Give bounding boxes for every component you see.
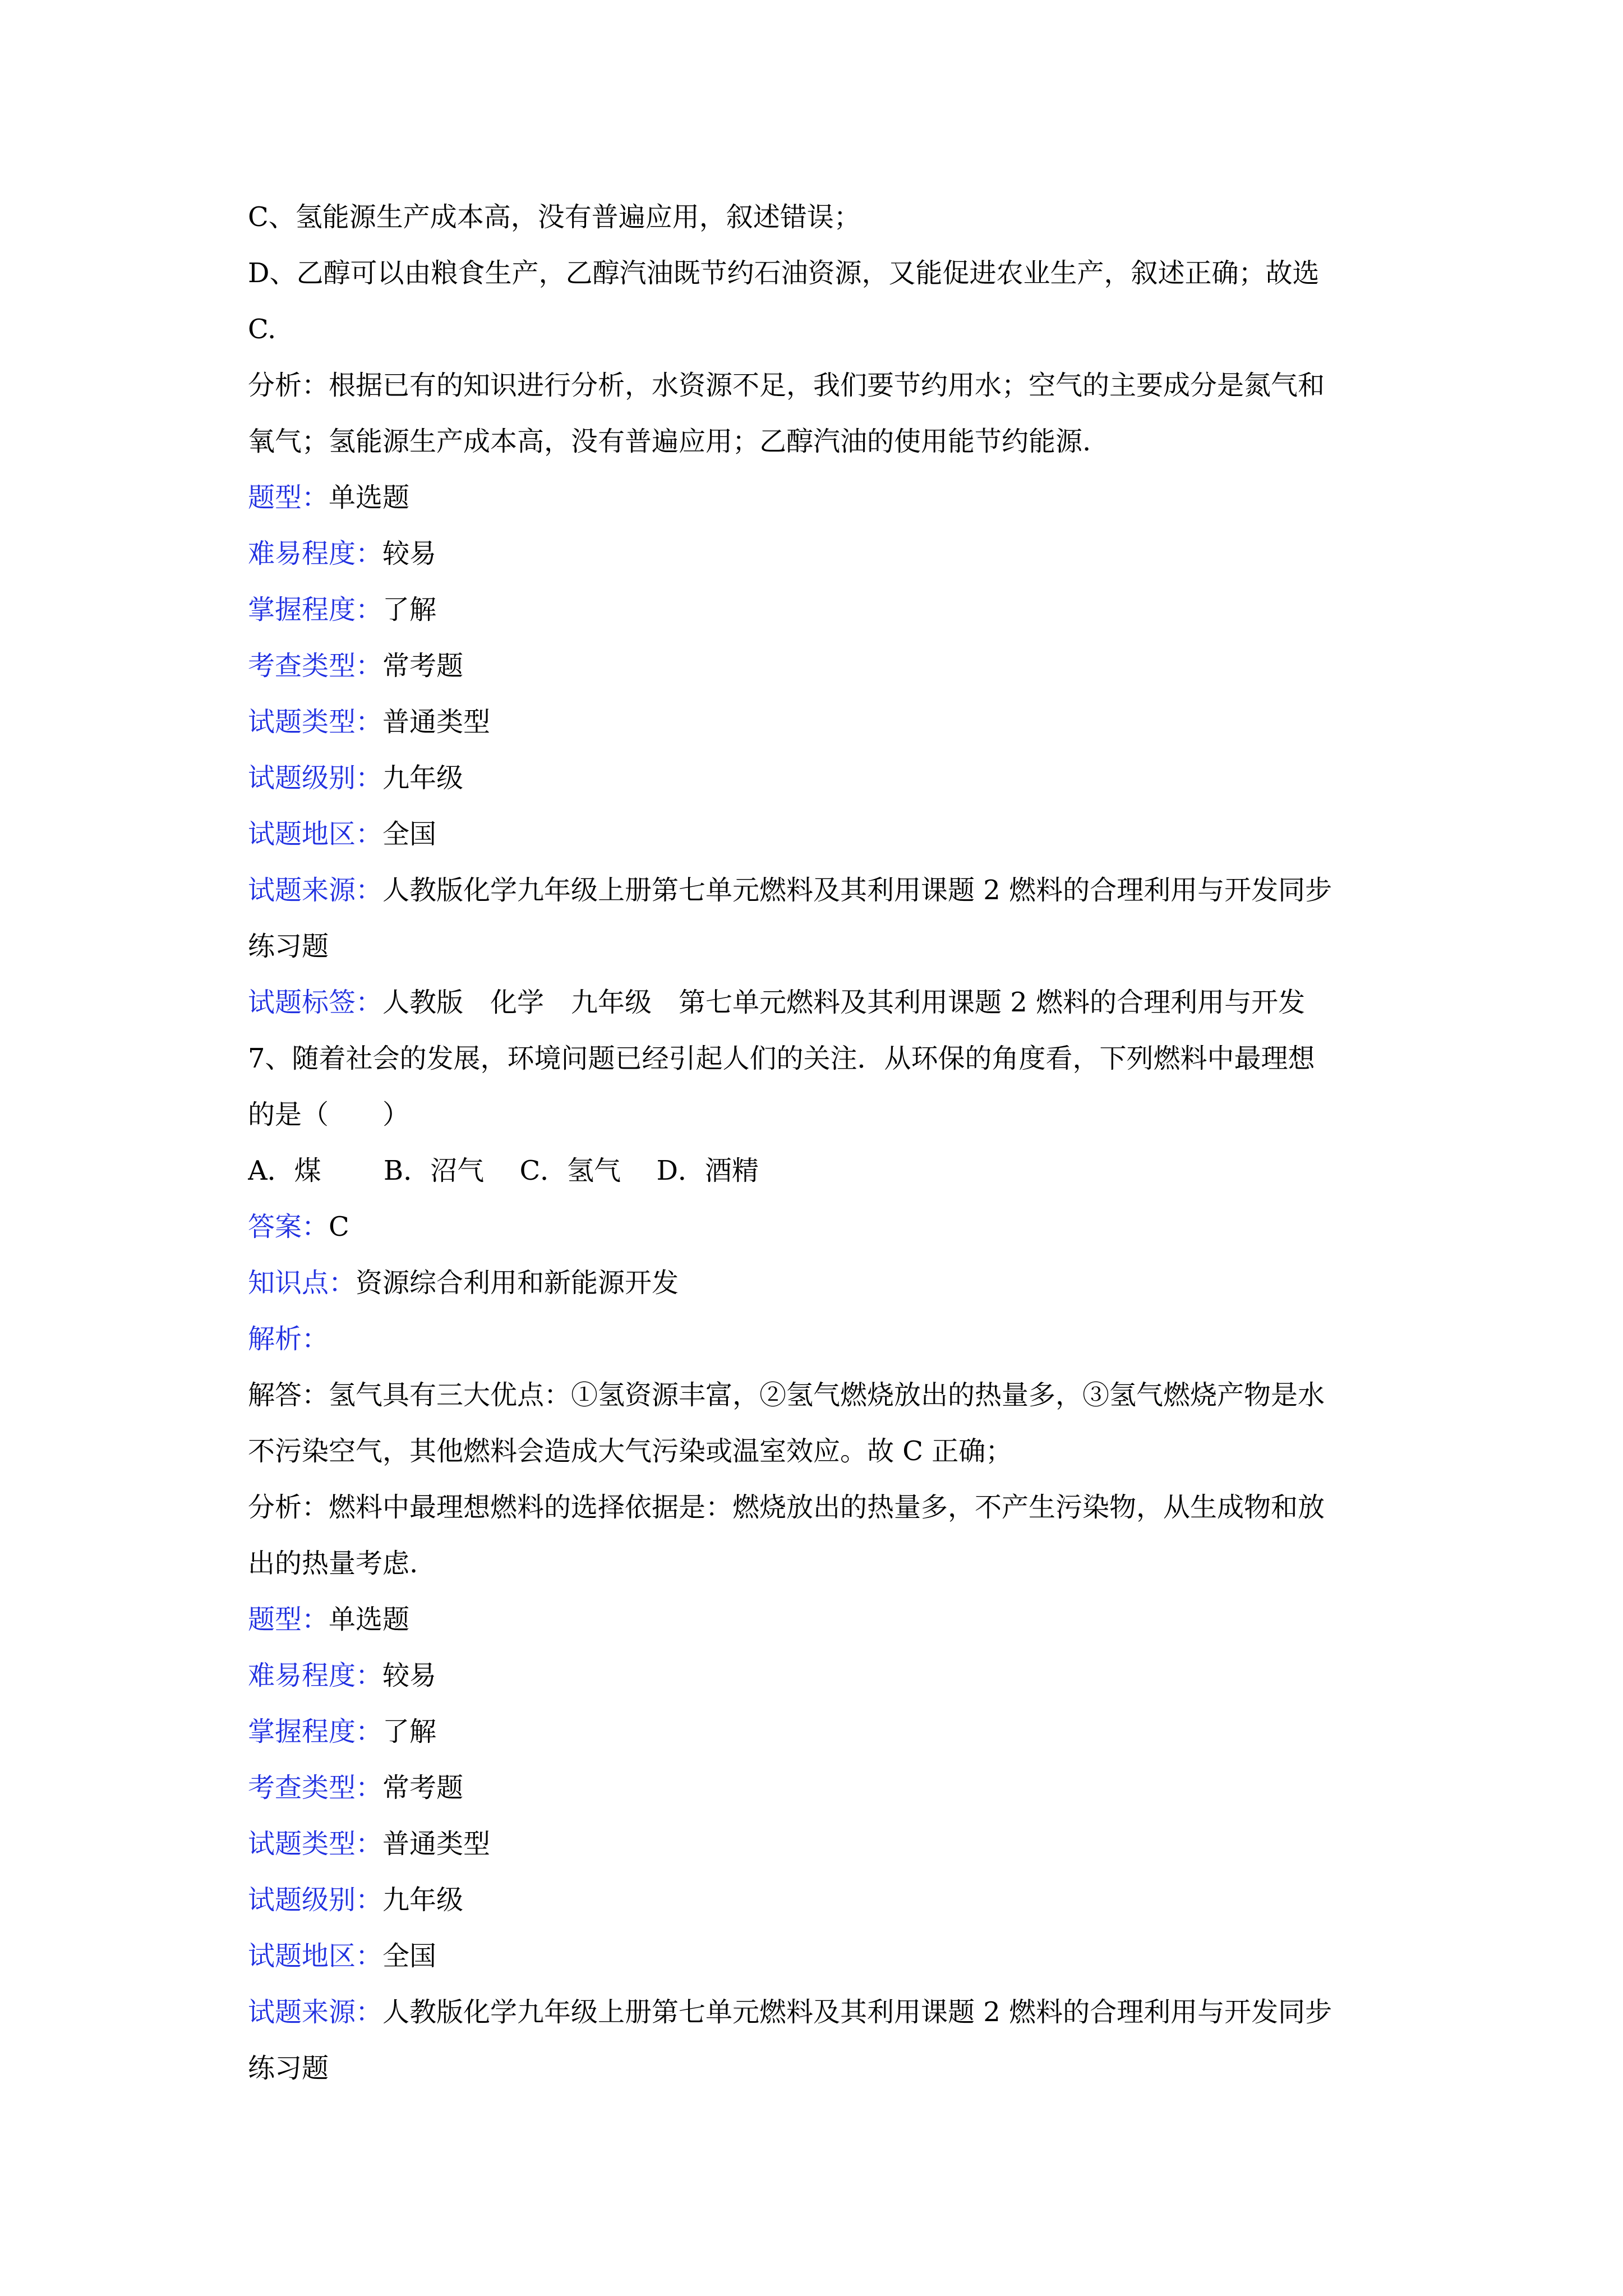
q7-meta-exam-type [248,1760,1392,1816]
meta-value: 单选题 [329,482,410,513]
meta-label: 试题地区： [248,1940,383,1972]
meta-label: 试题地区： [248,818,383,850]
q7-meta-type [248,1591,1392,1648]
meta-value: 较易 [382,538,437,569]
q7-analysis-line2: 出的热量考虑. [248,1548,418,1579]
q7-meta-source [248,1984,1392,2040]
q6-meta-type [248,470,1392,526]
meta-value: 九年级 [382,762,464,794]
meta-label: 试题标签： [248,987,383,1018]
meta-value: 全国 [382,1940,437,1972]
meta-label: 题型： [248,482,329,513]
q6-meta-source [248,862,1392,918]
meta-value: 常考题 [382,1772,464,1803]
meta-value: 全国 [382,818,437,850]
q7-meta-grade [248,1872,1392,1928]
meta-value: 人教版化学九年级上册第七单元燃料及其利用课题 2 燃料的合理利用与开发同步 [382,1996,1332,2028]
meta-label: 试题来源： [248,1996,383,2028]
q7-options: A．煤 B．沼气 C．氢气 D．酒精 [248,1155,759,1186]
meta-label: 试题级别： [248,762,383,794]
q6-analysis-line2: 氧气；氢能源生产成本高，没有普遍应用；乙醇汽油的使用能节约能源. [248,426,1091,457]
q6-option-d-line2: C. [248,314,276,345]
q6-meta-mastery [248,582,1392,638]
answer-value: C [329,1211,349,1243]
meta-value: 人教版化学九年级上册第七单元燃料及其利用课题 2 燃料的合理利用与开发同步 [382,875,1332,906]
q6-meta-source-cont [248,918,1392,974]
q7-meta-mastery [248,1704,1392,1760]
q7-meta-source-cont [248,2040,1392,2096]
q6-meta-region [248,806,1392,862]
meta-label: 掌握程度： [248,1716,383,1747]
meta-value: 普通类型 [382,1828,491,1860]
q7-explanation-heading [248,1311,1392,1367]
meta-label: 题型： [248,1604,329,1635]
meta-label: 考查类型： [248,1772,383,1803]
q7-stem-line2: 的是（ ） [248,1099,410,1130]
meta-label: 试题来源： [248,875,383,906]
meta-label: 试题类型： [248,1828,383,1860]
meta-label: 掌握程度： [248,594,383,625]
explanation-label: 解析： [248,1323,329,1355]
q6-meta-grade [248,750,1392,806]
q6-meta-question-type [248,694,1392,750]
q7-meta-difficulty [248,1648,1392,1704]
q7-answer [248,1199,1392,1255]
q7-meta-region [248,1928,1392,1984]
meta-label: 难易程度： [248,1660,383,1691]
meta-label: 难易程度： [248,538,383,569]
meta-label: 考查类型： [248,650,383,682]
meta-value: 练习题 [248,931,329,962]
q7-solution-line2: 不污染空气，其他燃料会造成大气污染或温室效应。故 C 正确； [248,1435,1013,1467]
meta-value: 常考题 [382,650,464,682]
answer-label: 答案： [248,1211,329,1243]
q7-stem-line1: 7、随着社会的发展，环境问题已经引起人们的关注．从环保的角度看，下列燃料中最理想 [248,1043,1315,1074]
meta-value: 单选题 [329,1604,410,1635]
q6-analysis-line1: 分析：根据已有的知识进行分析，水资源不足，我们要节约用水；空气的主要成分是氮气和 [248,370,1325,401]
meta-value: 较易 [382,1660,437,1691]
meta-value: 了解 [382,594,437,625]
knowledge-label: 知识点： [248,1267,356,1299]
q6-option-d-line1: D、乙醇可以由粮食生产，乙醇汽油既节约石油资源，又能促进农业生产，叙述正确；故选 [248,257,1320,289]
q7-meta-question-type [248,1816,1392,1872]
q7-solution-line1: 解答：氢气具有三大优点：①氢资源丰富，②氢气燃烧放出的热量多，③氢气燃烧产物是水 [248,1379,1325,1411]
meta-value: 了解 [382,1716,437,1747]
q6-meta-exam-type [248,638,1392,694]
knowledge-value: 资源综合利用和新能源开发 [356,1267,679,1299]
q7-analysis-line1: 分析：燃料中最理想燃料的选择依据是：燃烧放出的热量多，不产生污染物，从生成物和放 [248,1492,1325,1523]
q6-meta-difficulty [248,526,1392,582]
meta-value: 人教版 化学 九年级 第七单元燃料及其利用课题 2 燃料的合理利用与开发 [382,987,1306,1018]
meta-value: 九年级 [382,1884,464,1916]
meta-label: 试题级别： [248,1884,383,1916]
meta-value: 练习题 [248,2053,329,2084]
meta-value: 普通类型 [382,706,491,738]
q6-option-c: C、氢能源生产成本高，没有普遍应用，叙述错误； [248,201,861,233]
q6-meta-tags [248,974,1392,1030]
q7-knowledge-point [248,1255,1392,1311]
meta-label: 试题类型： [248,706,383,738]
